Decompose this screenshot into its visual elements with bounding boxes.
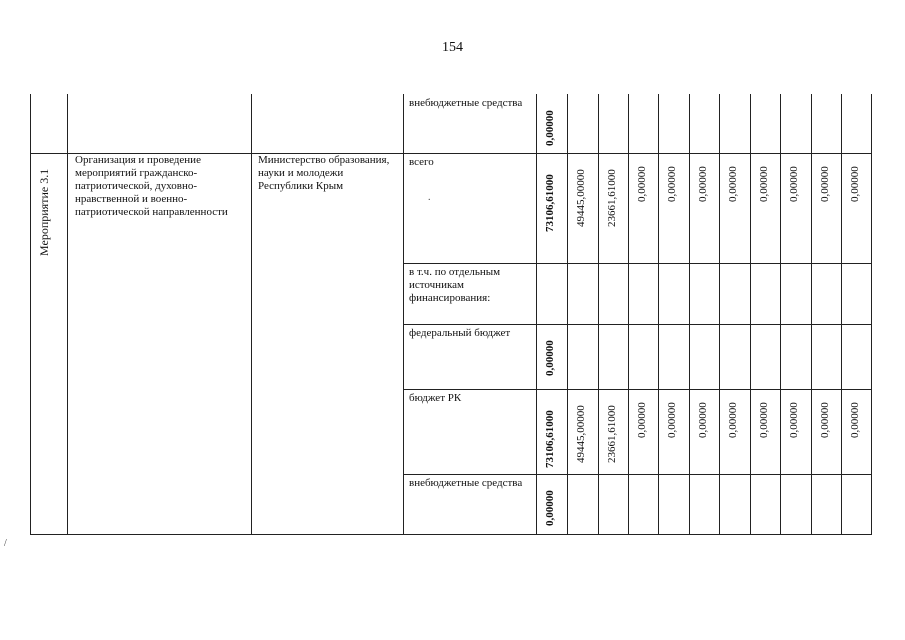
year-value: 0,00000 xyxy=(788,402,800,439)
total-value: 73106,61000 xyxy=(544,409,556,468)
table-column-border xyxy=(598,94,599,535)
total-value: 0,00000 xyxy=(544,110,556,147)
table-column-border xyxy=(719,94,720,535)
table-row-border xyxy=(403,474,872,475)
table-column-border xyxy=(811,94,812,535)
year-value: 49445,00000 xyxy=(575,169,587,228)
year-value: 0,00000 xyxy=(727,166,739,203)
year-value: 0,00000 xyxy=(727,402,739,439)
table-row-border xyxy=(403,263,872,264)
table-row-border xyxy=(403,389,872,390)
year-value: 0,00000 xyxy=(758,402,770,439)
table-column-border xyxy=(30,94,31,535)
year-value: 23661,61000 xyxy=(606,169,618,228)
year-value: 0,00000 xyxy=(697,166,709,203)
table-row-border xyxy=(30,153,872,154)
total-value: 73106,61000 xyxy=(544,173,556,232)
table-row-border xyxy=(403,324,872,325)
funding-source: внебюджетные средства xyxy=(409,477,523,489)
table-row-border xyxy=(30,534,872,535)
table-column-border xyxy=(871,94,872,535)
funding-source: внебюджетные средства xyxy=(409,97,523,109)
year-value: 49445,00000 xyxy=(575,405,587,464)
executor-name: Министерство образования, науки и молодежи Республики Крым xyxy=(258,154,390,192)
scan-mark: . xyxy=(428,192,431,203)
table-column-border xyxy=(567,94,568,535)
year-value: 23661,61000 xyxy=(606,405,618,464)
page-number: 154 xyxy=(442,40,463,55)
year-value: 0,00000 xyxy=(849,402,861,439)
funding-source: федеральный бюджет xyxy=(409,327,511,339)
year-value: 0,00000 xyxy=(666,166,678,203)
year-value: 0,00000 xyxy=(819,166,831,203)
total-value: 0,00000 xyxy=(544,340,556,377)
table-column-border xyxy=(780,94,781,535)
table-column-border xyxy=(750,94,751,535)
table-column-border xyxy=(628,94,629,535)
year-value: 0,00000 xyxy=(666,402,678,439)
activity-name: Организация и проведение мероприятий гражданско-патриотической, духовно-нравственной и военно-патриотической направленности xyxy=(75,154,228,218)
row-label: Мероприятие 3.1 xyxy=(37,168,51,256)
year-value: 0,00000 xyxy=(697,402,709,439)
funding-source: всего xyxy=(409,156,434,168)
year-value: 0,00000 xyxy=(788,166,800,203)
year-value: 0,00000 xyxy=(636,402,648,439)
table-column-border xyxy=(403,94,404,535)
table-column-border xyxy=(251,94,252,535)
year-value: 0,00000 xyxy=(849,166,861,203)
table-column-border xyxy=(658,94,659,535)
table-column-border xyxy=(67,94,68,535)
year-value: 0,00000 xyxy=(636,166,648,203)
total-value: 0,00000 xyxy=(544,490,556,527)
year-value: 0,00000 xyxy=(758,166,770,203)
table-column-border xyxy=(841,94,842,535)
funding-source: бюджет РК xyxy=(409,392,462,404)
funding-source: в т.ч. по отдельным источникам финансирования: xyxy=(409,266,501,304)
table-column-border xyxy=(536,94,537,535)
scan-mark: / xyxy=(4,538,7,549)
table-column-border xyxy=(689,94,690,535)
year-value: 0,00000 xyxy=(819,402,831,439)
